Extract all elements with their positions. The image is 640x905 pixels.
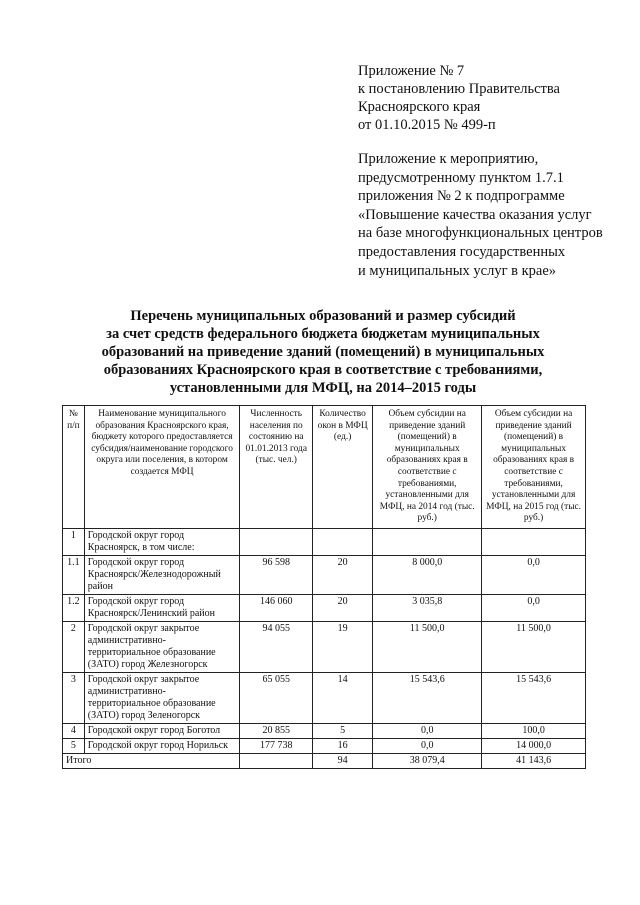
header-subsidy-2015: Объем субсидии на приведение зданий (помещений) в муниципальных образованиях края в соответствие с требованиями, установленными для МФЦ, на 2015 год (тыс. руб.) [482,406,586,529]
row-population: 20 855 [240,723,313,738]
total-windows: 94 [313,753,373,768]
total-subsidy-2014: 38 079,4 [373,753,482,768]
row-windows: 14 [313,672,373,723]
row-windows: 20 [313,594,373,621]
title-line: Перечень муниципальных образований и размер субсидий [130,308,516,324]
row-name: Городской округ город Красноярск/Железнодорожный район [84,555,240,594]
measure-line: Приложение к мероприятию, [358,151,539,167]
total-row [63,753,586,768]
table-row [63,621,586,672]
row-windows: 5 [313,723,373,738]
row-windows: 20 [313,555,373,594]
row-windows: 19 [313,621,373,672]
row-subsidy-2014: 15 543,6 [373,672,482,723]
row-number: 5 [63,738,85,753]
measure-line: приложения № 2 к подпрограмме [358,188,565,205]
measure-line: на базе многофункциональных центров [358,225,603,242]
title-line: образованиях Красноярского края в соответствие с требованиями, [103,362,543,378]
table-row [63,594,586,621]
row-number: 3 [63,672,85,723]
table-header-row [63,406,586,529]
row-name: Городской округ город Красноярск/Ленинский район [84,594,240,621]
total-population [240,753,313,768]
table-row [63,555,586,594]
row-subsidy-2015: 0,0 [482,555,586,594]
appendix-line: Красноярского края [358,99,481,115]
appendix-line: к постановлению Правительства [358,81,560,97]
subsidy-table [62,405,586,769]
table-row [63,672,586,723]
total-subsidy-2015: 41 143,6 [482,753,586,768]
measure-line: предоставления государственных [358,243,566,260]
row-name: Городской округ город Красноярск, в том числе: [84,528,240,555]
row-subsidy-2015: 15 543,6 [482,672,586,723]
header-number: № п/п [63,406,85,529]
row-name: Городской округ закрытое административно-территориальное образование (ЗАТО) город Железногорск [84,621,240,672]
row-number: 1.2 [63,594,85,621]
row-subsidy-2015: 14 000,0 [482,738,586,753]
title-line: за счет средств федерального бюджета бюджетам муниципальных [106,326,540,342]
row-windows: 16 [313,738,373,753]
row-subsidy-2014: 0,0 [373,723,482,738]
row-subsidy-2015: 100,0 [482,723,586,738]
row-number: 4 [63,723,85,738]
header-subsidy-2014: Объем субсидии на приведение зданий (помещений) в муниципальных образованиях края в соответствие с требованиями, установленными для МФЦ, на 2014 год (тыс. руб.) [373,406,482,529]
appendix-line: от 01.10.2015 № 499-п [358,117,496,133]
row-population: 146 060 [240,594,313,621]
measure-note [358,150,628,280]
measure-line: и муниципальных услуг в крае» [358,262,557,279]
row-name: Городской округ закрытое административно-территориальное образование (ЗАТО) город Зеленогорск [84,672,240,723]
document-title [60,307,586,397]
row-number: 1 [63,528,85,555]
appendix-note [358,62,628,134]
table-row [63,738,586,753]
header-population: Численность населения по состоянию на 01.01.2013 года (тыс. чел.) [240,406,313,529]
measure-line: «Повышение качества оказания услуг [358,206,592,223]
measure-line: предусмотренному пунктом 1.7.1 [358,169,564,186]
header-name: Наименование муниципального образования Красноярского края, бюджету которого предоставляется субсидия/наименование городского округа или поселения, в котором создается МФЦ [84,406,240,529]
row-name: Городской округ город Боготол [84,723,240,738]
row-population: 65 055 [240,672,313,723]
row-subsidy-2014: 0,0 [373,738,482,753]
row-number: 2 [63,621,85,672]
row-subsidy-2015: 11 500,0 [482,621,586,672]
title-line: образований на приведение зданий (помещений) в муниципальных [101,344,545,360]
row-subsidy-2015: 0,0 [482,594,586,621]
row-subsidy-2014: 3 035,8 [373,594,482,621]
row-subsidy-2014: 11 500,0 [373,621,482,672]
header-windows: Количество окон в МФЦ (ед.) [313,406,373,529]
appendix-line: Приложение № 7 [358,63,465,79]
row-subsidy-2015 [482,528,586,555]
row-windows [313,528,373,555]
row-subsidy-2014 [373,528,482,555]
total-label: Итого [63,753,240,768]
row-population: 96 598 [240,555,313,594]
row-name: Городской округ город Норильск [84,738,240,753]
table-row [63,723,586,738]
row-population: 177 738 [240,738,313,753]
row-subsidy-2014: 8 000,0 [373,555,482,594]
row-number: 1.1 [63,555,85,594]
row-population [240,528,313,555]
row-population: 94 055 [240,621,313,672]
table-row [63,528,586,555]
title-line: установленными для МФЦ, на 2014–2015 годы [169,380,477,396]
